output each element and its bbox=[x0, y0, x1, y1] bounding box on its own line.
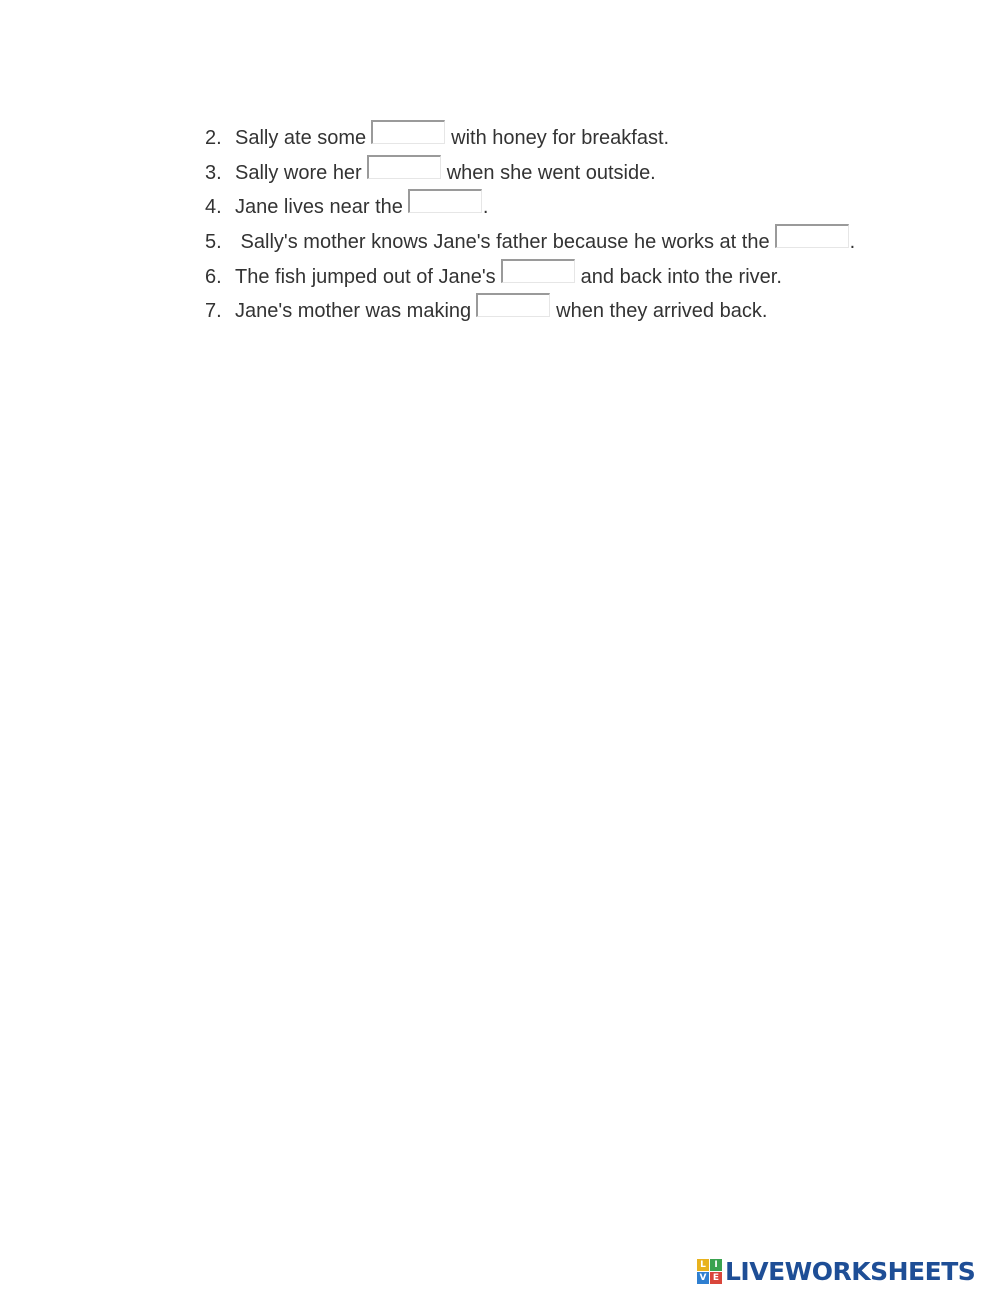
question-number: 3. bbox=[205, 162, 222, 184]
question-2 bbox=[205, 120, 669, 150]
question-text-after: with honey for breakfast. bbox=[451, 127, 670, 149]
answer-blank-4[interactable] bbox=[408, 189, 482, 213]
question-text-after: when she went outside. bbox=[446, 162, 656, 184]
question-number: 2. bbox=[205, 127, 222, 149]
question-7 bbox=[205, 293, 767, 323]
question-text-before: Sally wore her bbox=[235, 162, 362, 184]
answer-blank-5[interactable] bbox=[775, 224, 849, 248]
logo-mark-letter: I bbox=[710, 1259, 722, 1271]
question-number: 4. bbox=[205, 196, 222, 218]
answer-blank-2[interactable] bbox=[371, 120, 445, 144]
answer-blank-6[interactable] bbox=[501, 259, 575, 283]
question-number: 7. bbox=[205, 300, 222, 322]
question-text-before: Jane's mother was making bbox=[235, 300, 472, 322]
logo-mark-letter: E bbox=[710, 1272, 722, 1284]
question-3 bbox=[205, 155, 656, 185]
answer-blank-7[interactable] bbox=[476, 293, 550, 317]
logo-text: LIVEWORKSHEETS bbox=[725, 1256, 976, 1286]
logo-mark-letter: V bbox=[697, 1272, 709, 1284]
question-text-before: Jane lives near the bbox=[235, 196, 403, 218]
answer-blank-3[interactable] bbox=[367, 155, 441, 179]
question-text-before: Sally ate some bbox=[235, 127, 367, 149]
logo-mark-letter: L bbox=[697, 1259, 709, 1271]
question-4 bbox=[205, 189, 488, 219]
question-number: 5. bbox=[205, 231, 222, 253]
liveworksheets-logo[interactable] bbox=[697, 1258, 975, 1284]
question-5 bbox=[205, 224, 855, 254]
question-text-after: and back into the river. bbox=[580, 266, 782, 288]
question-6 bbox=[205, 259, 782, 289]
question-text-after: . bbox=[482, 196, 489, 218]
question-number: 6. bbox=[205, 266, 222, 288]
logo-mark-icon bbox=[697, 1259, 722, 1284]
question-text-after: . bbox=[849, 231, 856, 253]
question-text-before: Sally's mother knows Jane's father because he works at the bbox=[235, 231, 770, 253]
question-text-before: The fish jumped out of Jane's bbox=[235, 266, 496, 288]
question-text-after: when they arrived back. bbox=[556, 300, 768, 322]
